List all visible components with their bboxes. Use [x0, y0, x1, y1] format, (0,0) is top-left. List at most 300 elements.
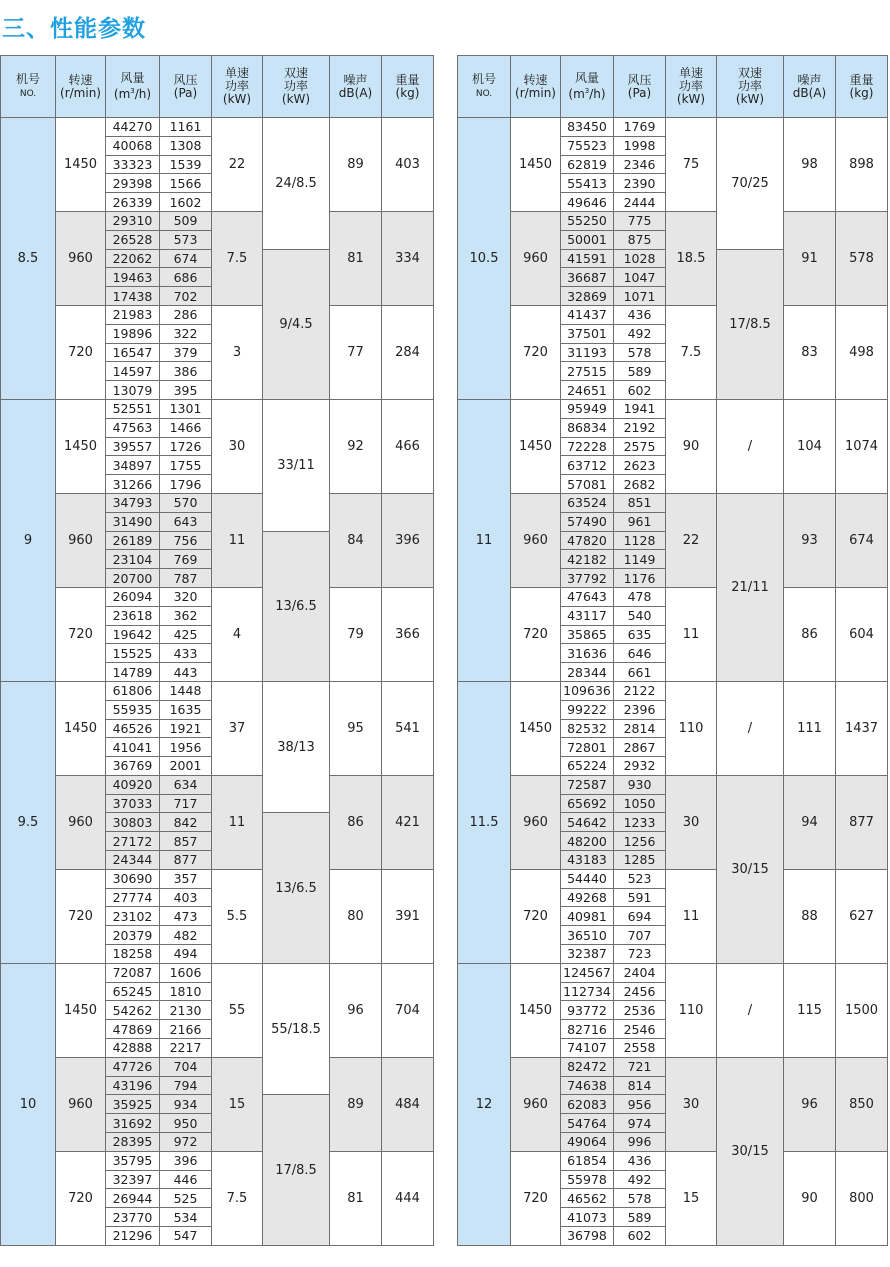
- airflow-cell: 61806: [106, 681, 160, 700]
- pressure-cell: 386: [160, 362, 212, 381]
- pressure-cell: 395: [160, 381, 212, 400]
- model-number-cell: 10: [1, 963, 56, 1245]
- airflow-cell: 72801: [561, 738, 614, 757]
- pressure-cell: 492: [614, 324, 666, 343]
- airflow-cell: 47820: [561, 531, 614, 550]
- airflow-cell: 41591: [561, 249, 614, 268]
- airflow-cell: 35925: [106, 1095, 160, 1114]
- weight-header: 重量 (kg): [382, 56, 434, 118]
- speed-header: 转速 (r/min): [511, 56, 561, 118]
- pressure-cell: 482: [160, 926, 212, 945]
- single-power-cell: 110: [666, 963, 717, 1057]
- noise-cell: 86: [784, 587, 836, 681]
- airflow-cell: 31266: [106, 475, 160, 494]
- pressure-cell: 2814: [614, 719, 666, 738]
- weight-cell: 898: [836, 118, 888, 212]
- pressure-cell: 1956: [160, 738, 212, 757]
- airflow-cell: 39557: [106, 437, 160, 456]
- single-power-header: 单速 功率 (kW): [666, 56, 717, 118]
- pressure-cell: 635: [614, 625, 666, 644]
- pressure-cell: 2192: [614, 418, 666, 437]
- airflow-cell: 47726: [106, 1057, 160, 1076]
- pressure-cell: 702: [160, 287, 212, 306]
- airflow-cell: 34897: [106, 456, 160, 475]
- airflow-cell: 55413: [561, 174, 614, 193]
- airflow-cell: 26339: [106, 193, 160, 212]
- airflow-cell: 23770: [106, 1208, 160, 1227]
- airflow-cell: 74638: [561, 1076, 614, 1095]
- pressure-cell: 950: [160, 1114, 212, 1133]
- weight-cell: 403: [382, 118, 434, 212]
- airflow-cell: 14597: [106, 362, 160, 381]
- pressure-cell: 1285: [614, 851, 666, 870]
- airflow-cell: 86834: [561, 418, 614, 437]
- pressure-cell: 2130: [160, 1001, 212, 1020]
- pressure-cell: 379: [160, 343, 212, 362]
- airflow-cell: 35865: [561, 625, 614, 644]
- airflow-cell: 50001: [561, 230, 614, 249]
- pressure-cell: 2456: [614, 982, 666, 1001]
- pressure-cell: 578: [614, 343, 666, 362]
- airflow-cell: 63524: [561, 493, 614, 512]
- pressure-cell: 721: [614, 1057, 666, 1076]
- pressure-cell: 2623: [614, 456, 666, 475]
- airflow-cell: 49064: [561, 1133, 614, 1152]
- pressure-cell: 1047: [614, 268, 666, 287]
- pressure-cell: 433: [160, 644, 212, 663]
- airflow-cell: 93772: [561, 1001, 614, 1020]
- airflow-cell: 43183: [561, 851, 614, 870]
- airflow-cell: 19642: [106, 625, 160, 644]
- pressure-cell: 492: [614, 1170, 666, 1189]
- pressure-cell: 443: [160, 663, 212, 682]
- pressure-cell: 1176: [614, 569, 666, 588]
- table-row: [458, 963, 888, 982]
- weight-header: 重量 (kg): [836, 56, 888, 118]
- single-power-cell: 30: [666, 775, 717, 869]
- pressure-cell: 756: [160, 531, 212, 550]
- pressure-cell: 547: [160, 1227, 212, 1246]
- pressure-cell: 2390: [614, 174, 666, 193]
- model-number-cell: 10.5: [458, 118, 511, 400]
- pressure-cell: 814: [614, 1076, 666, 1095]
- noise-cell: 81: [330, 211, 382, 305]
- airflow-cell: 40920: [106, 775, 160, 794]
- pressure-cell: 972: [160, 1133, 212, 1152]
- pressure-cell: 2001: [160, 757, 212, 776]
- single-power-cell: 15: [666, 1151, 717, 1245]
- single-power-cell: 90: [666, 399, 717, 493]
- airflow-cell: 44270: [106, 118, 160, 137]
- pressure-cell: 1941: [614, 399, 666, 418]
- noise-cell: 104: [784, 399, 836, 493]
- speed-cell: 1450: [56, 399, 106, 493]
- pressure-cell: 2396: [614, 700, 666, 719]
- airflow-cell: 48200: [561, 832, 614, 851]
- airflow-cell: 43117: [561, 606, 614, 625]
- pressure-header: 风压 (Pa): [614, 56, 666, 118]
- weight-cell: 484: [382, 1057, 434, 1151]
- airflow-cell: 18258: [106, 945, 160, 964]
- pressure-cell: 362: [160, 606, 212, 625]
- pressure-cell: 787: [160, 569, 212, 588]
- airflow-cell: 19896: [106, 324, 160, 343]
- airflow-cell: 82532: [561, 719, 614, 738]
- pressure-cell: 494: [160, 945, 212, 964]
- noise-cell: 96: [330, 963, 382, 1057]
- airflow-cell: 13079: [106, 381, 160, 400]
- weight-cell: 498: [836, 305, 888, 399]
- table-row: [1, 775, 434, 794]
- noise-cell: 92: [330, 399, 382, 493]
- pressure-cell: 591: [614, 888, 666, 907]
- speed-cell: 960: [511, 493, 561, 587]
- table-row: [458, 399, 888, 418]
- model-number-cell: 8.5: [1, 118, 56, 400]
- speed-cell: 720: [511, 869, 561, 963]
- pressure-cell: 589: [614, 362, 666, 381]
- single-power-cell: 7.5: [666, 305, 717, 399]
- dual-power-cell: 24/8.5: [263, 118, 330, 250]
- pressure-cell: 436: [614, 1151, 666, 1170]
- airflow-cell: 24344: [106, 851, 160, 870]
- table-row: [458, 305, 888, 324]
- airflow-cell: 65224: [561, 757, 614, 776]
- single-power-cell: 22: [212, 118, 263, 212]
- noise-cell: 86: [330, 775, 382, 869]
- pressure-cell: 425: [160, 625, 212, 644]
- airflow-cell: 26944: [106, 1189, 160, 1208]
- airflow-cell: 17438: [106, 287, 160, 306]
- pressure-cell: 540: [614, 606, 666, 625]
- single-power-cell: 4: [212, 587, 263, 681]
- noise-cell: 91: [784, 211, 836, 305]
- noise-cell: 77: [330, 305, 382, 399]
- table-row: [1, 493, 434, 512]
- airflow-cell: 33323: [106, 155, 160, 174]
- airflow-cell: 82716: [561, 1020, 614, 1039]
- pressure-cell: 674: [160, 249, 212, 268]
- airflow-cell: 26528: [106, 230, 160, 249]
- airflow-cell: 27172: [106, 832, 160, 851]
- table-row: [1, 963, 434, 982]
- speed-cell: 1450: [511, 681, 561, 775]
- single-power-cell: 7.5: [212, 1151, 263, 1245]
- single-power-cell: 30: [212, 399, 263, 493]
- dual-power-cell: 21/11: [717, 493, 784, 681]
- weight-cell: 541: [382, 681, 434, 775]
- speed-cell: 1450: [56, 118, 106, 212]
- pressure-cell: 646: [614, 644, 666, 663]
- airflow-cell: 42182: [561, 550, 614, 569]
- single-power-cell: 11: [212, 493, 263, 587]
- weight-cell: 466: [382, 399, 434, 493]
- airflow-cell: 32387: [561, 945, 614, 964]
- pressure-cell: 1071: [614, 287, 666, 306]
- airflow-cell: 36798: [561, 1227, 614, 1246]
- airflow-cell: 40068: [106, 136, 160, 155]
- speed-cell: 720: [56, 587, 106, 681]
- speed-cell: 960: [56, 1057, 106, 1151]
- pressure-cell: 322: [160, 324, 212, 343]
- airflow-cell: 35795: [106, 1151, 160, 1170]
- weight-cell: 604: [836, 587, 888, 681]
- weight-cell: 627: [836, 869, 888, 963]
- speed-cell: 960: [511, 775, 561, 869]
- noise-cell: 89: [330, 118, 382, 212]
- speed-cell: 1450: [511, 399, 561, 493]
- airflow-cell: 83450: [561, 118, 614, 137]
- noise-cell: 96: [784, 1057, 836, 1151]
- dual-power-cell: 33/11: [263, 399, 330, 531]
- noise-header: 噪声 dB(A): [330, 56, 382, 118]
- single-power-cell: 110: [666, 681, 717, 775]
- pressure-cell: 1566: [160, 174, 212, 193]
- airflow-cell: 30803: [106, 813, 160, 832]
- pressure-cell: 2444: [614, 193, 666, 212]
- noise-cell: 90: [784, 1151, 836, 1245]
- pressure-cell: 403: [160, 888, 212, 907]
- airflow-cell: 54440: [561, 869, 614, 888]
- pressure-cell: 2867: [614, 738, 666, 757]
- pressure-cell: 1539: [160, 155, 212, 174]
- dual-power-cell: 17/8.5: [717, 249, 784, 399]
- single-power-cell: 7.5: [212, 211, 263, 305]
- pressure-cell: 2404: [614, 963, 666, 982]
- airflow-cell: 37033: [106, 794, 160, 813]
- noise-cell: 89: [330, 1057, 382, 1151]
- weight-cell: 1074: [836, 399, 888, 493]
- pressure-cell: 694: [614, 907, 666, 926]
- dual-power-cell: 70/25: [717, 118, 784, 250]
- speed-cell: 960: [511, 1057, 561, 1151]
- dual-power-cell: 13/6.5: [263, 531, 330, 681]
- table-row: [458, 587, 888, 606]
- airflow-cell: 109636: [561, 681, 614, 700]
- pressure-cell: 357: [160, 869, 212, 888]
- airflow-cell: 31193: [561, 343, 614, 362]
- airflow-cell: 32869: [561, 287, 614, 306]
- table-row: [1, 1057, 434, 1076]
- airflow-cell: 65692: [561, 794, 614, 813]
- pressure-cell: 534: [160, 1208, 212, 1227]
- dual-power-cell: 55/18.5: [263, 963, 330, 1095]
- page-title: 三、性能参数: [2, 16, 146, 42]
- dual-power-cell: /: [717, 963, 784, 1057]
- airflow-cell: 72087: [106, 963, 160, 982]
- pressure-cell: 1635: [160, 700, 212, 719]
- speed-cell: 720: [56, 869, 106, 963]
- pressure-cell: 851: [614, 493, 666, 512]
- pressure-header: 风压 (Pa): [160, 56, 212, 118]
- pressure-cell: 2166: [160, 1020, 212, 1039]
- single-power-cell: 22: [666, 493, 717, 587]
- pressure-cell: 794: [160, 1076, 212, 1095]
- pressure-cell: 2536: [614, 1001, 666, 1020]
- pressure-cell: 1998: [614, 136, 666, 155]
- speed-cell: 720: [56, 305, 106, 399]
- pressure-cell: 2682: [614, 475, 666, 494]
- airflow-cell: 47563: [106, 418, 160, 437]
- airflow-cell: 31636: [561, 644, 614, 663]
- speed-cell: 720: [511, 1151, 561, 1245]
- airflow-cell: 112734: [561, 982, 614, 1001]
- weight-cell: 800: [836, 1151, 888, 1245]
- table-row: [1, 399, 434, 418]
- dual-power-header: 双速 功率 (kW): [717, 56, 784, 118]
- pressure-cell: 1602: [160, 193, 212, 212]
- airflow-cell: 57081: [561, 475, 614, 494]
- dual-power-cell: /: [717, 399, 784, 493]
- airflow-cell: 21983: [106, 305, 160, 324]
- weight-cell: 850: [836, 1057, 888, 1151]
- pressure-cell: 446: [160, 1170, 212, 1189]
- airflow-cell: 31490: [106, 512, 160, 531]
- pressure-cell: 1308: [160, 136, 212, 155]
- noise-cell: 93: [784, 493, 836, 587]
- noise-cell: 111: [784, 681, 836, 775]
- airflow-cell: 54764: [561, 1114, 614, 1133]
- single-power-cell: 18.5: [666, 211, 717, 305]
- airflow-cell: 34793: [106, 493, 160, 512]
- single-power-header: 单速 功率 (kW): [212, 56, 263, 118]
- airflow-cell: 52551: [106, 399, 160, 418]
- airflow-cell: 49268: [561, 888, 614, 907]
- noise-header: 噪声 dB(A): [784, 56, 836, 118]
- airflow-cell: 20700: [106, 569, 160, 588]
- weight-cell: 1500: [836, 963, 888, 1057]
- weight-cell: 1437: [836, 681, 888, 775]
- airflow-cell: 14789: [106, 663, 160, 682]
- airflow-cell: 28344: [561, 663, 614, 682]
- airflow-cell: 32397: [106, 1170, 160, 1189]
- weight-cell: 334: [382, 211, 434, 305]
- pressure-cell: 723: [614, 945, 666, 964]
- weight-cell: 444: [382, 1151, 434, 1245]
- airflow-cell: 28395: [106, 1133, 160, 1152]
- airflow-cell: 36687: [561, 268, 614, 287]
- pressure-cell: 661: [614, 663, 666, 682]
- airflow-cell: 15525: [106, 644, 160, 663]
- speed-cell: 960: [56, 493, 106, 587]
- table-row: [1, 305, 434, 324]
- airflow-cell: 55250: [561, 211, 614, 230]
- airflow-cell: 27515: [561, 362, 614, 381]
- pressure-cell: 2558: [614, 1039, 666, 1058]
- speed-cell: 720: [511, 587, 561, 681]
- airflow-cell: 55935: [106, 700, 160, 719]
- airflow-cell: 55978: [561, 1170, 614, 1189]
- pressure-cell: 2546: [614, 1020, 666, 1039]
- table-row: [458, 1151, 888, 1170]
- weight-cell: 396: [382, 493, 434, 587]
- weight-cell: 578: [836, 211, 888, 305]
- airflow-cell: 47869: [106, 1020, 160, 1039]
- speed-cell: 720: [56, 1151, 106, 1245]
- pressure-cell: 717: [160, 794, 212, 813]
- speed-cell: 960: [56, 775, 106, 869]
- airflow-cell: 29398: [106, 174, 160, 193]
- weight-cell: 391: [382, 869, 434, 963]
- airflow-cell: 47643: [561, 587, 614, 606]
- airflow-cell: 82472: [561, 1057, 614, 1076]
- pressure-cell: 877: [160, 851, 212, 870]
- airflow-cell: 75523: [561, 136, 614, 155]
- flow-header: 风量 $(m^3/h)$: [106, 56, 160, 118]
- flow-header: 风量 $(m^3/h)$: [561, 56, 614, 118]
- dual-power-cell: 13/6.5: [263, 813, 330, 963]
- speed-cell: 960: [511, 211, 561, 305]
- table-row: [458, 1057, 888, 1076]
- pressure-cell: 996: [614, 1133, 666, 1152]
- speed-cell: 960: [56, 211, 106, 305]
- airflow-cell: 20379: [106, 926, 160, 945]
- model-number-cell: 9.5: [1, 681, 56, 963]
- pressure-cell: 1149: [614, 550, 666, 569]
- dual-power-cell: 30/15: [717, 775, 784, 963]
- table-row: [1, 869, 434, 888]
- airflow-cell: 27774: [106, 888, 160, 907]
- table-row: [458, 775, 888, 794]
- pressure-cell: 578: [614, 1189, 666, 1208]
- dual-power-cell: 9/4.5: [263, 249, 330, 399]
- pressure-cell: 961: [614, 512, 666, 531]
- speed-cell: 1450: [511, 963, 561, 1057]
- model-number-cell: 9: [1, 399, 56, 681]
- dual-power-header: 双速 功率 (kW): [263, 56, 330, 118]
- table-row: [1, 681, 434, 700]
- table-row: [458, 493, 888, 512]
- model-header: 机号 NO.: [458, 56, 511, 118]
- weight-cell: 366: [382, 587, 434, 681]
- airflow-cell: 26094: [106, 587, 160, 606]
- pressure-cell: 857: [160, 832, 212, 851]
- single-power-cell: 15: [212, 1057, 263, 1151]
- noise-cell: 115: [784, 963, 836, 1057]
- airflow-cell: 26189: [106, 531, 160, 550]
- pressure-cell: 589: [614, 1208, 666, 1227]
- pressure-cell: 842: [160, 813, 212, 832]
- weight-cell: 284: [382, 305, 434, 399]
- performance-table-left: [0, 55, 434, 1246]
- pressure-cell: 1921: [160, 719, 212, 738]
- table-row: [458, 211, 888, 230]
- pressure-cell: 2346: [614, 155, 666, 174]
- dual-power-cell: /: [717, 681, 784, 775]
- pressure-cell: 686: [160, 268, 212, 287]
- speed-cell: 1450: [511, 118, 561, 212]
- model-header: 机号 NO.: [1, 56, 56, 118]
- pressure-cell: 2122: [614, 681, 666, 700]
- airflow-cell: 23104: [106, 550, 160, 569]
- airflow-cell: 46526: [106, 719, 160, 738]
- single-power-cell: 30: [666, 1057, 717, 1151]
- pressure-cell: 1028: [614, 249, 666, 268]
- noise-cell: 80: [330, 869, 382, 963]
- table-row: [1, 1151, 434, 1170]
- airflow-cell: 61854: [561, 1151, 614, 1170]
- pressure-cell: 573: [160, 230, 212, 249]
- pressure-cell: 643: [160, 512, 212, 531]
- airflow-cell: 72228: [561, 437, 614, 456]
- pressure-cell: 602: [614, 381, 666, 400]
- airflow-cell: 21296: [106, 1227, 160, 1246]
- airflow-cell: 54262: [106, 1001, 160, 1020]
- noise-cell: 88: [784, 869, 836, 963]
- pressure-cell: 478: [614, 587, 666, 606]
- pressure-cell: 704: [160, 1057, 212, 1076]
- pressure-cell: 1606: [160, 963, 212, 982]
